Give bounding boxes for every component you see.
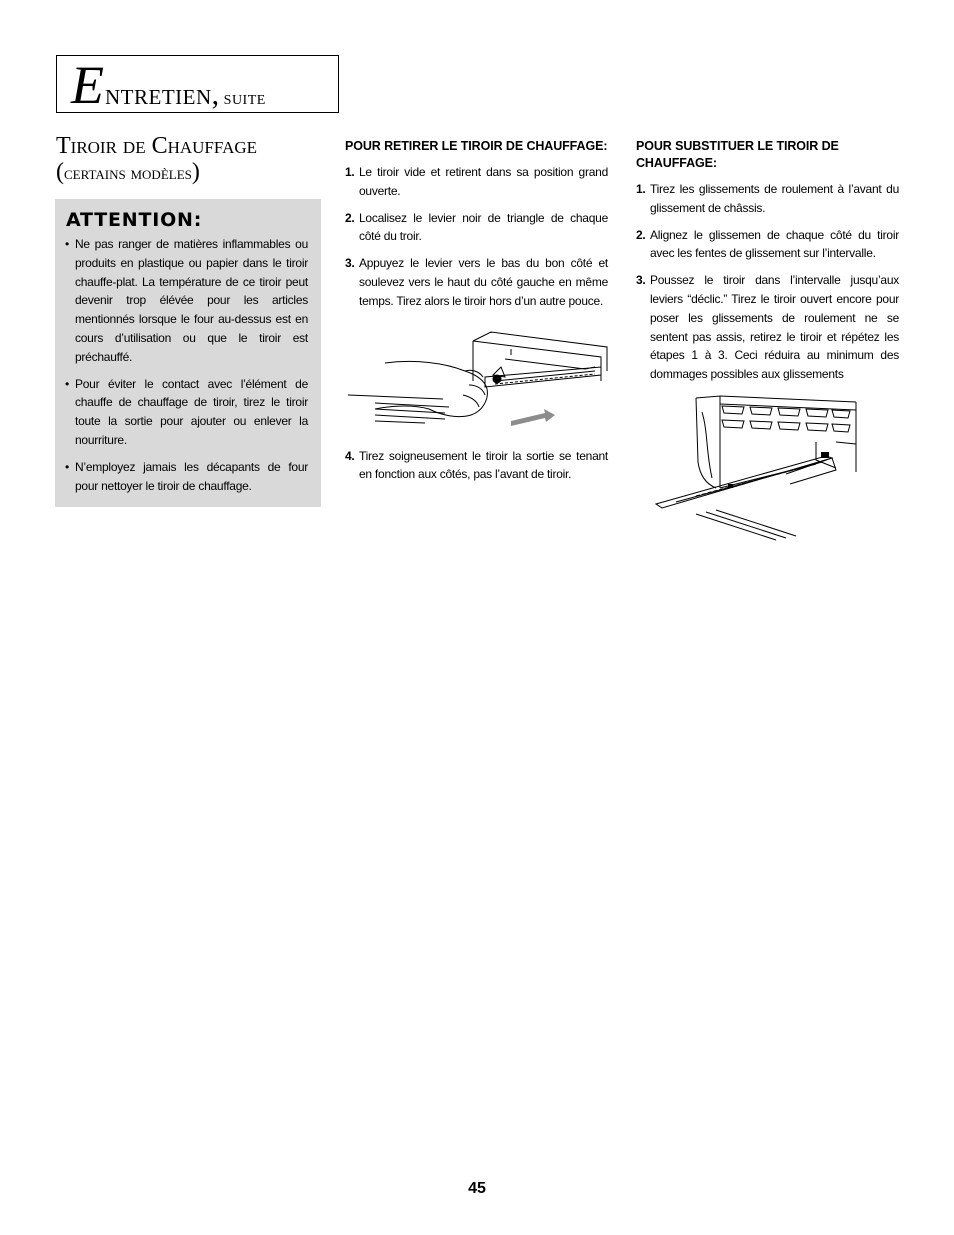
step-number: 4. (345, 448, 355, 463)
replace-step (636, 271, 899, 384)
page-title-suite: suite (223, 87, 266, 109)
step-number: 3. (636, 273, 646, 288)
step-number: 1. (345, 165, 355, 179)
section-title-main: Tiroir de Chauffage (56, 133, 258, 159)
attention-item (65, 375, 308, 450)
remove-step (345, 163, 608, 201)
attention-heading: ATTENTION: (66, 209, 203, 231)
remove-drawer-heading: POUR RETIRER LE TIROIR DE CHAUFFAGE: (345, 139, 608, 153)
page-number: 45 (468, 1180, 486, 1197)
remove-step (345, 447, 608, 485)
replace-step (636, 226, 899, 264)
page-title-rest: ntretien, (105, 78, 220, 111)
remove-step (345, 254, 608, 310)
attention-item-text: Ne pas ranger de matières inflammables ou produits en plastique ou papier dans le tiroir chauffe-plat. La température de ce tiroir peut devenir trop élévée pour les articles mentionnés lorsque le four au-dessus est en cours d’utilisation ou que le tiroir est préchauffé. (75, 237, 308, 364)
page-title-initial: E (71, 55, 104, 115)
section-title-close-paren: ) (191, 159, 200, 185)
attention-item-text: N’employez jamais les décapants de four pour nettoyer le tiroir de chauffage. (75, 459, 308, 493)
bullet-icon: • (65, 237, 69, 251)
remove-step (345, 209, 608, 247)
step-number: 1. (636, 182, 646, 196)
section-title-sub-text: certains modèles (64, 163, 192, 184)
section-title-sub (56, 160, 326, 186)
section-title-open-paren: ( (56, 159, 64, 185)
page-title (71, 55, 266, 115)
attention-list (65, 235, 308, 495)
step-text: Alignez le glissemen de chaque côté du tiroir avec les fentes de glissement sur l’intervalle. (650, 227, 899, 261)
remove-drawer-column (345, 138, 608, 492)
step-text: Tirez soigneusement le tiroir la sortie se tenant en fonction aux côtés, pas l’avant de tiroir. (359, 448, 608, 482)
bullet-icon: • (65, 459, 69, 474)
remove-steps (345, 163, 608, 311)
replace-drawer-illustration (636, 392, 899, 544)
replace-drawer-column (636, 138, 899, 554)
header-box (56, 55, 339, 113)
step-number: 2. (345, 210, 355, 225)
attention-box (55, 199, 321, 507)
remove-steps-continued (345, 447, 608, 485)
replace-steps (636, 180, 899, 384)
attention-item (65, 458, 308, 496)
step-text: Le tiroir vide et retirent dans sa position grand ouverte. (359, 165, 608, 198)
attention-item (65, 235, 308, 367)
step-number: 3. (345, 256, 355, 271)
step-number: 2. (636, 227, 646, 242)
section-title (56, 134, 326, 186)
step-text: Appuyez le levier vers le bas du bon côté et soulevez vers le haut du côté gauche en même temps. Tirez alors le tiroir hors d’un autre pouce. (359, 256, 608, 308)
step-text: Poussez le tiroir dans l’intervalle jusqu’aux leviers “déclic.” Tirez le tiroir ouvert encore pour poser les glissements de roulement ne se sentent pas assis, retirez le tiroir et répétez les étapes 1 à 3. Ceci réduira au minimum des dommages possibles aux glissements (650, 273, 899, 382)
step-text: Localisez le levier noir de triangle de chaque côté du troir. (359, 210, 608, 244)
remove-drawer-illustration (345, 319, 608, 437)
attention-item-text: Pour éviter le contact avec l’élément de chauffe de chauffage de tiroir, tirez le tiroir toute la sortie pour ajouter ou enlever la nourriture. (75, 376, 308, 447)
bullet-icon: • (65, 376, 69, 391)
replace-drawer-heading: POUR SUBSTITUER LE TIROIR DE CHAUFFAGE: (636, 139, 839, 170)
replace-step (636, 180, 899, 218)
step-text: Tirez les glissements de roulement à l’avant du glissement de châssis. (650, 182, 899, 215)
